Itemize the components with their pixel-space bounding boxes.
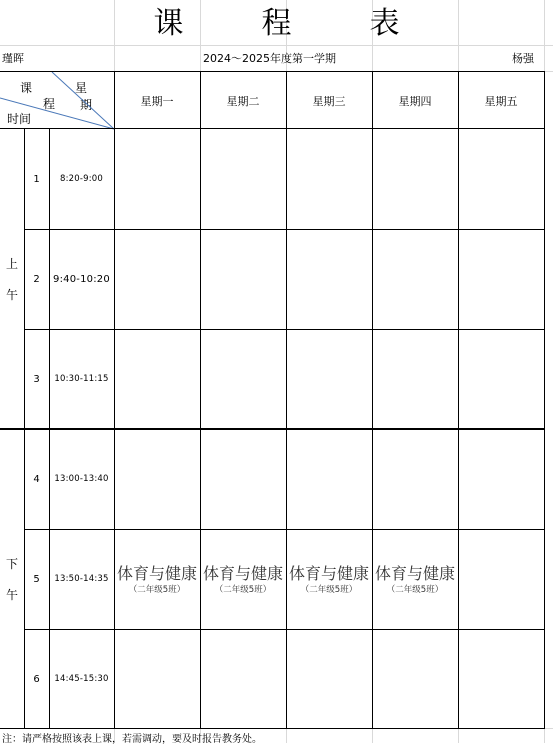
footer-note: 注：请严格按照该表上课，若需调动，要及时报告教务处。 [2, 734, 262, 745]
title-char-2: 程 [261, 6, 292, 41]
corner-shijian: 时间 [7, 112, 32, 126]
period-time-2: 9:40-10:20 [53, 273, 110, 285]
course-cell-mon-p5[interactable] [114, 529, 200, 629]
course-class: （二年级5班） [300, 584, 358, 595]
period-number-5: 5 [33, 573, 40, 585]
period-time-1: 8:20-9:00 [59, 174, 104, 184]
day-header-wed: 星期三 [312, 94, 346, 108]
course-class: （二年级5班） [214, 584, 272, 595]
session-afternoon-char-2: 午 [5, 588, 18, 602]
period-number-4: 4 [33, 473, 40, 485]
course-cell-wed-p5[interactable] [286, 529, 372, 629]
course-name: 体育与健康 [202, 563, 283, 583]
course-cell-thu-p5[interactable] [372, 529, 458, 629]
corner-ke: 课 [20, 81, 33, 95]
term-label: 2024～2025年度第一学期 [203, 52, 336, 65]
corner-cheng: 程 [43, 97, 56, 111]
course-name: 体育与健康 [116, 563, 197, 583]
period-number-6: 6 [33, 673, 40, 685]
title-char-3: 表 [369, 6, 400, 41]
period-number-2: 2 [33, 273, 40, 285]
school-label: 瑾晖 [2, 52, 24, 65]
period-number-3: 3 [33, 373, 40, 385]
course-class: （二年级5班） [128, 584, 186, 595]
session-morning-char-2: 午 [5, 288, 18, 302]
course-name: 体育与健康 [288, 563, 369, 583]
course-class: （二年级5班） [386, 584, 444, 595]
period-number-1: 1 [33, 173, 40, 185]
day-header-tue: 星期二 [226, 94, 260, 108]
session-afternoon-char-1: 下 [5, 557, 18, 571]
title-char-1: 课 [153, 6, 184, 41]
session-morning [0, 129, 24, 429]
teacher-name: 杨强 [512, 52, 534, 65]
course-name: 体育与健康 [374, 563, 455, 583]
period-time-4: 13:00-13:40 [54, 474, 109, 484]
day-header-mon: 星期一 [140, 94, 174, 108]
corner-xing: 星 [75, 81, 88, 95]
period-time-6: 14:45-15:30 [54, 674, 109, 684]
page-title [0, 5, 553, 43]
day-header-fri: 星期五 [484, 94, 518, 108]
corner-qi: 期 [80, 98, 93, 112]
period-time-3: 10:30-11:15 [54, 374, 109, 384]
period-time-5: 13:50-14:35 [54, 574, 109, 584]
session-morning-char-1: 上 [5, 257, 18, 271]
course-cell-tue-p5[interactable] [200, 529, 286, 629]
corner-diagonals [0, 72, 116, 132]
day-header-thu: 星期四 [398, 94, 432, 108]
session-afternoon [0, 429, 24, 729]
